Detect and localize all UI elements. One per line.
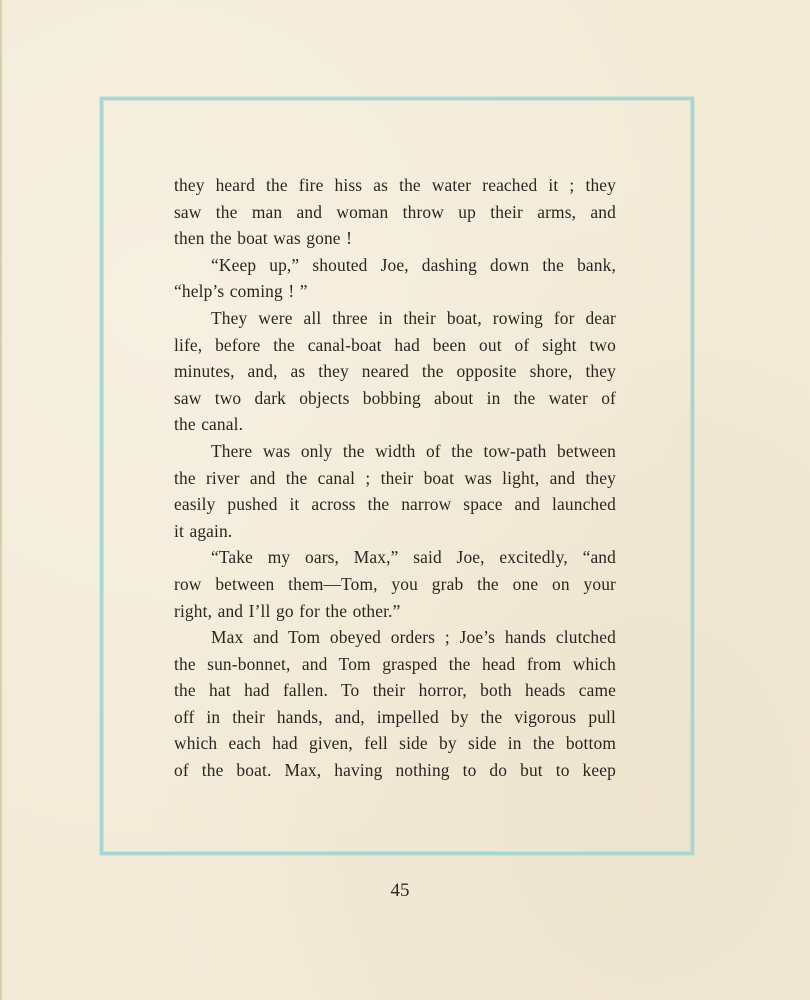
text-line: “Take my oars, Max,” said Joe, excitedly, “and [211, 547, 616, 568]
text-line: There was only the width of the tow-path between [211, 440, 616, 461]
text-line: easily pushed it across the narrow space and launched [174, 494, 616, 515]
text-line: the river and the canal ; their boat was light, and they [174, 467, 616, 488]
text-line: off in their hands, and, impelled by the vigorous pull [174, 706, 616, 727]
text-line: saw the man and woman throw up their arms, and [174, 201, 616, 222]
text-line: the sun-bonnet, and Tom grasped the head from which [174, 653, 616, 674]
text-line: They were all three in their boat, rowing for dear [211, 307, 616, 328]
text-line: of the boat. Max, having nothing to do but to keep [174, 760, 616, 781]
text-line: it again. [174, 520, 233, 541]
text-line: right, and I’ll go for the other.” [174, 600, 401, 621]
text-line: life, before the canal-boat had been out of sight two [174, 334, 616, 355]
text-line: row between them—Tom, you grab the one on your [174, 573, 616, 594]
text-line: which each had given, fell side by side in the bottom [174, 733, 616, 754]
text-line: then the boat was gone ! [174, 228, 353, 249]
text-line: Max and Tom obeyed orders ; Joe’s hands clutched [211, 627, 616, 648]
page-number: 45 [390, 880, 410, 901]
page-edge-shadow [0, 0, 3, 1000]
text-line: minutes, and, as they neared the opposite shore, they [174, 361, 616, 382]
text-line: “help’s coming ! ” [174, 281, 308, 302]
body-text [174, 172, 616, 784]
text-line: they heard the fire hiss as the water reached it ; they [174, 175, 616, 195]
text-line: the canal. [174, 414, 244, 435]
text-line: “Keep up,” shouted Joe, dashing down the bank, [211, 254, 616, 275]
text-line: the hat had fallen. To their horror, both heads came [174, 680, 616, 701]
text-line: saw two dark objects bobbing about in the water of [174, 387, 616, 408]
